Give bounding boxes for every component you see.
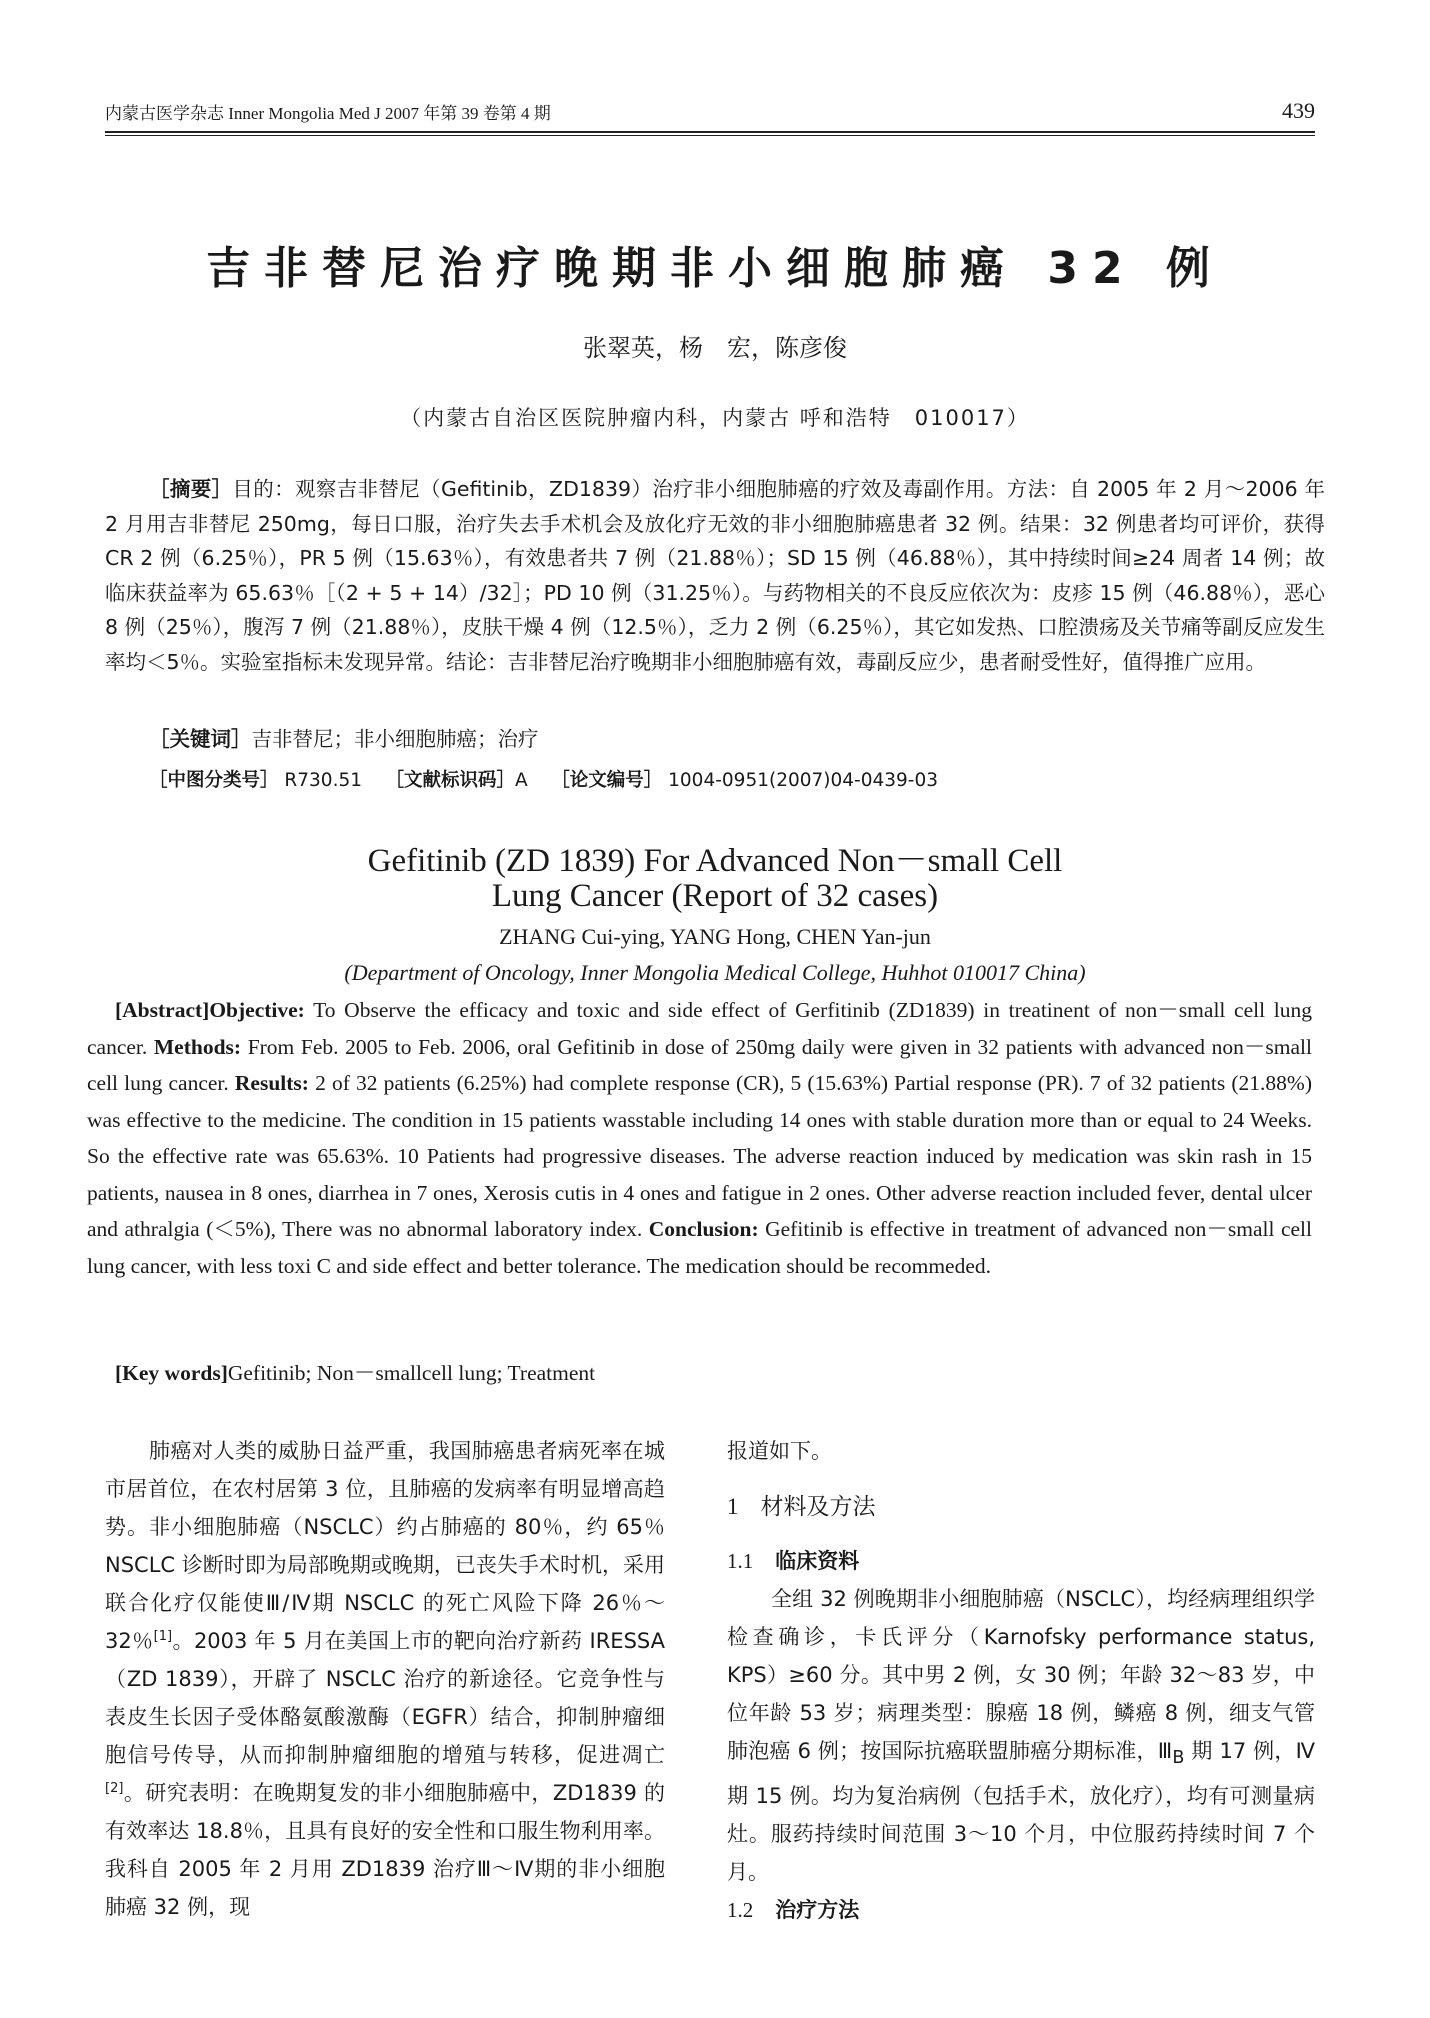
english-abstract-label: [Abstract]: [115, 998, 210, 1022]
intro-text-3: 。研究表明：在晚期复发的非小细胞肺癌中，ZD1839 的有效率达 18.8％，且具有良好的安全性和口服生物利用率。我科自 2005 年 2 月用 ZD1839 治疗Ⅲ～Ⅳ期的非小细胞肺癌 32 例，现: [105, 1781, 665, 1919]
english-keywords: [115, 1356, 595, 1387]
english-keywords-text: Gefitinib; Non－smallcell lung; Treatment: [227, 1361, 596, 1385]
clc-label: ［中图分类号］: [149, 770, 279, 791]
chinese-abstract-label: ［摘要］: [149, 477, 233, 501]
english-affiliation: (Department of Oncology, Inner Mongolia Medical College, Huhhot 010017 China): [344, 960, 1086, 985]
clinical-text-2: 期 17 例，Ⅳ期 15 例。均为复治病例（包括手术，放化疗），均有可测量病灶。服药持续时间范围 3～10 个月，中位服药持续时间 7 个月。: [727, 1739, 1315, 1885]
methods-label: Methods:: [153, 1034, 242, 1059]
results-text: 2 of 32 patients (6.25%) had complete response (CR), 5 (15.63%) Partial response (PR). 7 of 32 patients (21.88%) was effective to the medicine. The condition in 15 patients wasstable including 14 ones with stable duration more than or equal to 24 Weeks. So the effective rate was 65.63%. 10 Patients had progressive diseases. The adverse reaction induced by medication was skin rash in 15 patients, nausea in 8 ones, diarrhea in 7 ones, Xerosis cutis in 4 ones and fatigue in 2 ones. Other adverse reaction included fever, dental ulcer and athralgia (＜5%), There was no abnormal laboratory index.: [87, 1071, 1312, 1241]
running-header: [105, 96, 1315, 132]
results-label: Results:: [234, 1071, 309, 1095]
citation-2: [2]: [105, 1781, 124, 1796]
english-authors: ZHANG Cui-ying, YANG Hong, CHEN Yan-jun: [499, 924, 931, 949]
subsection-heading-1-2: [727, 1891, 1315, 1929]
clinical-data-paragraph: [727, 1580, 1315, 1891]
subsection-number: 1.1: [727, 1549, 754, 1573]
chinese-abstract: [105, 472, 1325, 679]
page-number: 439: [1282, 98, 1315, 123]
section-title: 材料及方法: [760, 1494, 876, 1520]
chinese-keywords-text: 吉非替尼；非小细胞肺癌；治疗: [251, 727, 539, 751]
article-no-label: ［论文编号］: [551, 770, 663, 791]
intro-continuation: 报道如下。: [727, 1439, 832, 1463]
objective-label: Objective:: [209, 998, 305, 1022]
doc-code-label: ［文献标识码］: [385, 770, 516, 791]
citation-1: [1]: [153, 1629, 173, 1644]
english-abstract: [87, 992, 1312, 1284]
classification-line: [149, 766, 1369, 792]
chinese-keywords-label: ［关键词］: [149, 727, 252, 751]
section-number: 1: [727, 1494, 739, 1519]
body-right-column: [727, 1432, 1315, 1929]
chinese-abstract-text: 目的：观察吉非替尼（Gefitinib，ZD1839）治疗非小细胞肺癌的疗效及毒副作用。方法：自 2005 年 2 月～2006 年 2 月用吉非替尼 250mg，每日口服，治疗失去手术机会及放化疗无效的非小细胞肺癌患者 32 例。结果：32 例患者均可评价，获得 CR 2 例（6.25％），PR 5 例（15.63％），有效患者共 7 例（21.88％）；SD 15 例（46.88％），其中持续时间≥24 周者 14 例；故临床获益率为 65.63％［（2 + 5 + 14）/32］；PD 10 例（31.25％）。与药物相关的不良反应依次为：皮疹 15 例（46.88％），恶心 8 例（25％），腹泻 7 例（21.88％），皮肤干燥 4 例（12.5％），乏力 2 例（6.25％），其它如发热、口腔溃疡及关节痛等副反应发生率均＜5％。实验室指标未发现异常。结论：吉非替尼治疗晚期非小细胞肺癌有效，毒副反应少，患者耐受性好，值得推广应用。: [105, 477, 1325, 674]
intro-paragraph: [105, 1432, 665, 1926]
article-no-value: 1004-0951(2007)04-0439-03: [668, 770, 939, 791]
clinical-text-1: 全组 32 例晚期非小细胞肺癌（NSCLC），均经病理组织学检查确诊，卡氏评分（Karnofsky performance status, KPS）≥60 分。其中男 2 例，女 30 例；年龄 32～83 岁，中位年龄 53 岁；病理类型：腺癌 18 例，鳞癌 8 例，细支气管肺泡癌 6 例；按国际抗癌联盟肺癌分期标准，Ⅲ: [727, 1587, 1315, 1763]
english-title-line-2: Lung Cancer (Report of 32 cases): [491, 878, 939, 914]
english-title-line-1: Gefitinib (ZD 1839) For Advanced Non－small Cell: [367, 843, 1063, 879]
chinese-affiliation: （内蒙古自治区医院肿瘤内科，内蒙古 呼和浩特 010017）: [400, 406, 1030, 430]
chinese-title: 吉非替尼治疗晚期非小细胞肺癌 32 例: [206, 243, 1224, 294]
section-heading-1: [727, 1490, 1315, 1524]
subsection-number: 1.2: [727, 1898, 754, 1923]
header-rule-thick: [105, 131, 1315, 133]
journal-citation: 内蒙古医学杂志 Inner Mongolia Med J 2007 年第 39 卷第 4 期: [105, 104, 551, 123]
header-rule-thin: [105, 135, 1315, 136]
intro-text-1: 肺癌对人类的威胁日益严重，我国肺癌患者病死率在城市居首位，在农村居第 3 位，且肺癌的发病率有明显增高趋势。非小细胞肺癌（NSCLC）约占肺癌的 80％，约 65％ NSCLC 诊断时即为局部晚期或晚期，已丧失手术时机，采用联合化疗仅能使Ⅲ/Ⅳ期 NSCLC 的死亡风险下降 26％～32％: [105, 1439, 665, 1653]
clc-value: R730.51: [284, 770, 362, 791]
body-left-column: [105, 1432, 665, 1926]
chinese-authors: 张翠英，杨 宏，陈彦俊: [583, 334, 847, 362]
conclusion-label: Conclusion:: [648, 1217, 759, 1241]
doc-code-value: A: [515, 770, 528, 791]
subsection-title: 治疗方法: [775, 1898, 860, 1923]
conclusion-text: Gefitinib is effective in treatment of advanced non－small cell lung cancer, with less toxi C and side effect and better tolerance. The medication should be recommeded.: [87, 1217, 1312, 1278]
intro-text-2: 。2003 年 5 月在美国上市的靶向治疗新药 IRESSA（ZD 1839），开辟了 NSCLC 治疗的新途径。它竞争性与表皮生长因子受体酪氨酸激酶（EGFR）结合，抑制肿瘤细胞信号传导，从而抑制肿瘤细胞的增殖与转移，促进凋亡: [105, 1629, 665, 1767]
objective-text: To Observe the efficacy and toxic and side effect of Gerfitinib (ZD1839) in treatinent of non－small cell lung cancer.: [87, 998, 1312, 1059]
english-keywords-label: [Key words]: [115, 1361, 228, 1385]
subsection-heading-1-1: [727, 1542, 1315, 1580]
chinese-keywords: [149, 722, 1369, 752]
methods-text: From Feb. 2005 to Feb. 2006, oral Gefitinib in dose of 250mg daily were given in 32 patients with advanced non－small cell lung cancer.: [87, 1034, 1312, 1095]
stage-subscript: B: [1172, 1748, 1185, 1769]
subsection-title: 临床资料: [775, 1549, 860, 1573]
